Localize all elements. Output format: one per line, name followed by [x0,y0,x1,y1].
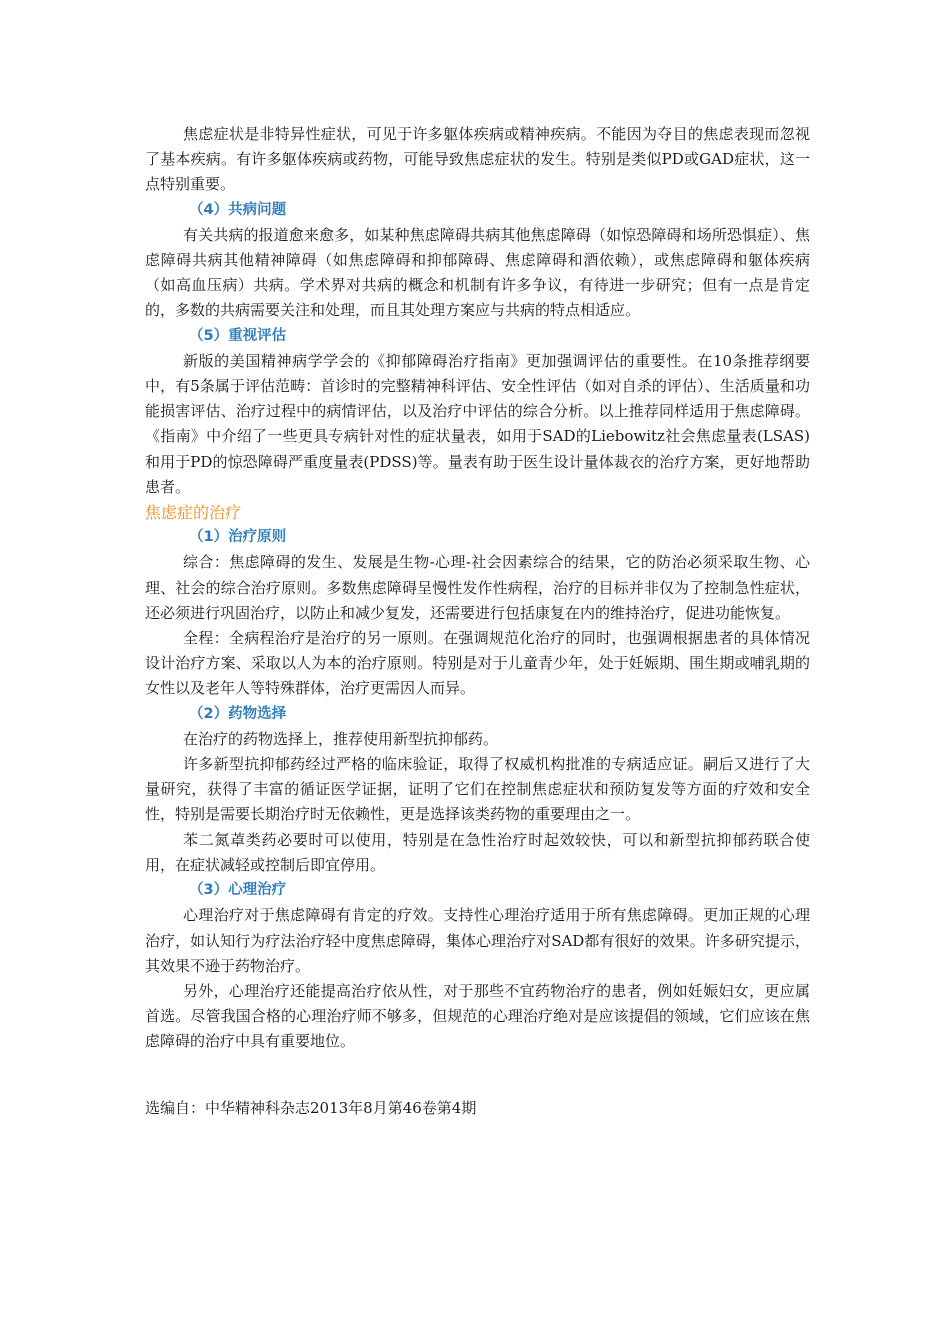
intro-paragraph: 焦虑症状是非特异性症状，可见于许多躯体疾病或精神疾病。不能因为夺目的焦虑表现而忽视了基本疾病。有许多躯体疾病或药物，可能导致焦虑症状的发生。特别是类似PD或GAD症状，这一点特别重要。 [145,125,810,194]
comorbidity-paragraph: 有关共病的报道愈来愈多，如某种焦虑障碍共病其他焦虑障碍（如惊恐障碍和场所恐惧症）、焦虑障碍共病其他精神障碍（如焦虑障碍和抑郁障碍、焦虑障碍和酒依赖），或焦虑障碍和躯体疾病（如高血压病）共病。学术界对共病的概念和机制有许多争议，有待进一步研究；但有一点是肯定的，多数的共病需要关注和处理，而且其处理方案应与共病的特点相适应。 [145,225,810,320]
source-citation: 选编自：中华精神科杂志2013年8月第46卷第4期 [145,1099,477,1117]
subheading-comorbidity: （4）共病问题 [189,201,287,218]
subheading-psychotherapy: （3）心理治疗 [189,882,287,899]
psychotherapy-paragraph-2: 另外，心理治疗还能提高治疗依从性，对于那些不宜药物治疗的患者，例如妊娠妇女，更应属首选。尽管我国合格的心理治疗师不够多，但规范的心理治疗绝对是应该提倡的领域，它们应该在焦虑障碍的治疗中具有重要地位。 [145,981,810,1051]
subheading-medication: （2）药物选择 [189,705,287,722]
assessment-paragraph: 新版的美国精神病学学会的《抑郁障碍治疗指南》更加强调评估的重要性。在10条推荐纲要中，有5条属于评估范畴：首诊时的完整精神科评估、安全性评估（如对自杀的评估）、生活质量和功能损害评估、治疗过程中的病情评估，以及治疗中评估的综合分析。以上推荐同样适用于焦虑障碍。《指南》中介绍了一些更具专病针对性的症状量表，如用于SAD的Liebowitz社会焦虑量表(LSAS)和用于PD的惊恐障碍严重度量表(PDSS)等。量表有助于医生设计量体裁衣的治疗方案，更好地帮助患者。 [145,351,810,496]
psychotherapy-paragraph-1: 心理治疗对于焦虑障碍有肯定的疗效。支持性心理治疗适用于所有焦虑障碍。更加正规的心理治疗，如认知行为疗法治疗轻中度焦虑障碍，集体心理治疗对SAD都有很好的效果。许多研究提示，其效果不逊于药物治疗。 [145,906,810,975]
article-body [145,122,810,1055]
subheading-assessment: （5）重视评估 [189,327,287,344]
section-title-treatment: 焦虑症的治疗 [145,503,242,523]
principles-paragraph-2: 全程：全病程治疗是治疗的另一原则。在强调规范化治疗的同时，也强调根据患者的具体情况设计治疗方案、采取以人为本的治疗原则。特别是对于儿童青少年，处于妊娠期、围生期或哺乳期的女性以及老年人等特殊群体，治疗更需因人而异。 [145,629,810,698]
principles-paragraph-1: 综合：焦虑障碍的发生、发展是生物-心理-社会因素综合的结果，它的防治必须采取生物、心理、社会的综合治疗原则。多数焦虑障碍呈慢性发作性病程，治疗的目标并非仅为了控制急性症状，还必须进行巩固治疗，以防止和减少复发，还需要进行包括康复在内的维持治疗，促进功能恢复。 [145,553,810,622]
subheading-principles: （1）治疗原则 [189,529,287,546]
medication-paragraph-2: 许多新型抗抑郁药经过严格的临床验证，取得了权威机构批准的专病适应证。嗣后又进行了大量研究，获得了丰富的循证医学证据，证明了它们在控制焦虑症状和预防复发等方面的疗效和安全性，特别是需要长期治疗时无依赖性，更是选择该类药物的重要理由之一。 [145,755,810,824]
medication-paragraph-3: 苯二氮䓬类药必要时可以使用，特别是在急性治疗时起效较快，可以和新型抗抑郁药联合使用，在症状减轻或控制后即宜停用。 [145,830,810,874]
medication-paragraph-1: 在治疗的药物选择上，推荐使用新型抗抑郁药。 [183,729,499,748]
